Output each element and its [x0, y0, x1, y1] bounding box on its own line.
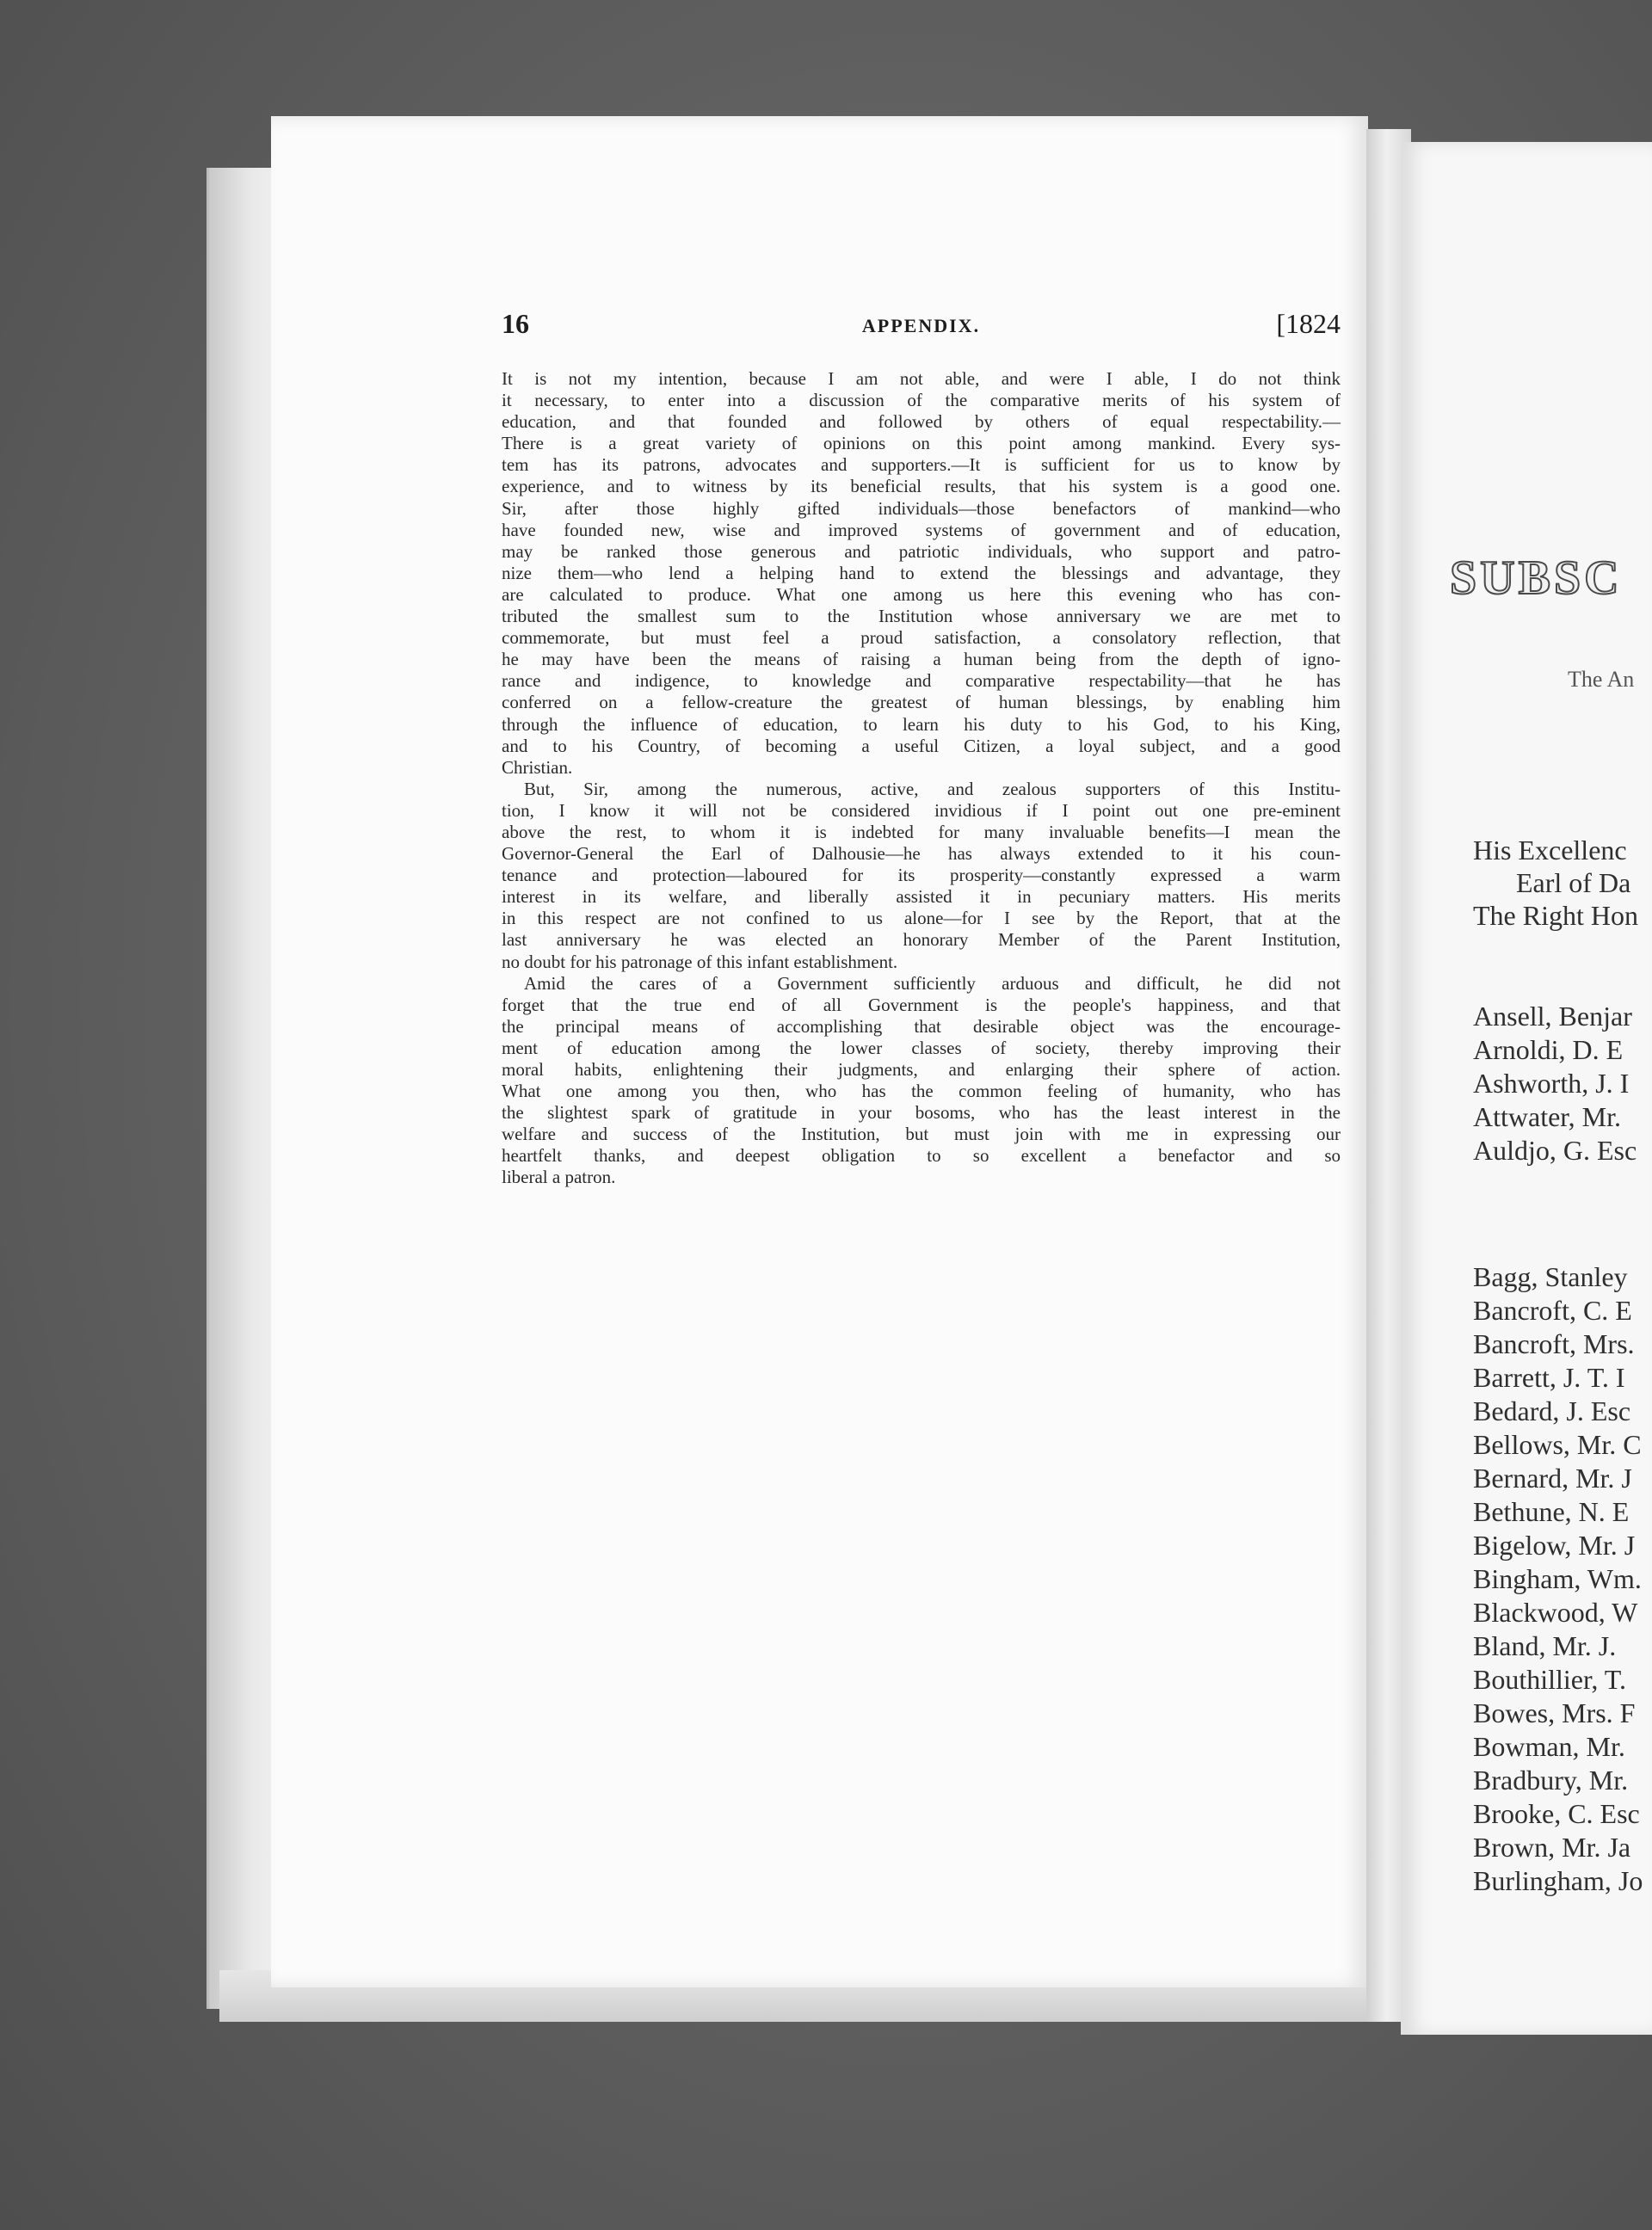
text-line: What one among you then, who has the common feeling of humanity, who has	[502, 1081, 1341, 1102]
subscriber-entry: Bancroft, C. E	[1473, 1295, 1632, 1326]
body-text	[502, 368, 1341, 1189]
text-line: liberal a patron.	[502, 1167, 616, 1188]
text-line: Sir, after those highly gifted individuals—those benefactors of mankind—who	[502, 497, 1341, 519]
subscriber-entry: Bland, Mr. J.	[1473, 1630, 1617, 1661]
subscriber-entry: Arnoldi, D. E	[1473, 1034, 1624, 1065]
text-line: experience, and to witness by its beneficial results, that his system is a good one.	[502, 476, 1341, 497]
running-title: APPENDIX.	[861, 315, 981, 336]
text-line: may be ranked those generous and patriotic individuals, who support and patro-	[502, 540, 1341, 562]
subscriber-entry: Bancroft, Mrs.	[1473, 1328, 1635, 1359]
subscriber-entry: Burlingham, Jo	[1473, 1865, 1643, 1896]
text-line: he may have been the means of raising a human being from the depth of igno-	[502, 649, 1341, 670]
subscriber-entry: Auldjo, G. Esc	[1473, 1135, 1637, 1166]
text-line: There is a great variety of opinions on this point among mankind. Every sys-	[502, 433, 1341, 454]
subscriber-entry: Bouthillier, T.	[1473, 1664, 1626, 1695]
text-line: and to his Country, of becoming a useful Citizen, a loyal subject, and a good	[502, 735, 1341, 756]
patron-entry: The Right Hon	[1473, 900, 1638, 931]
running-head	[502, 308, 1341, 346]
text-line: no doubt for his patronage of this infant establishment.	[502, 951, 898, 972]
subscriber-entry: Bedard, J. Esc	[1473, 1395, 1631, 1426]
subscriber-entry: Bowes, Mrs. F	[1473, 1697, 1636, 1728]
text-line: tem has its patrons, advocates and supporters.—It is sufficient for us to know by	[502, 454, 1341, 476]
year-mark: [1824	[1276, 308, 1341, 339]
text-line: are calculated to produce. What one among us here this evening who has con-	[502, 583, 1341, 605]
subscribers-subheading: The An	[1568, 667, 1635, 692]
text-line: welfare and success of the Institution, but must join with me in expressing our	[502, 1124, 1341, 1145]
subscriber-entry: Bradbury, Mr.	[1473, 1765, 1629, 1796]
patron-entry: His Excellenc	[1473, 835, 1627, 866]
text-line: Christian.	[502, 756, 573, 778]
text-line: moral habits, enlightening their judgments, and enlarging their sphere of action.	[502, 1059, 1341, 1080]
text-line: the principal means of accomplishing that desirable object was the encourage-	[502, 1015, 1341, 1037]
text-line: But, Sir, among the numerous, active, and zealous supporters of this Institu-	[524, 778, 1341, 799]
text-line: nize them—who lend a helping hand to extend the blessings and advantage, they	[502, 562, 1341, 583]
text-line: forget that the true end of all Government is the people's happiness, and that	[502, 994, 1341, 1015]
subscriber-entry: Brown, Mr. Ja	[1473, 1832, 1631, 1863]
subscriber-entry: Bernard, Mr. J	[1473, 1463, 1632, 1494]
text-line: above the rest, to whom it is indebted for many invaluable benefits—I mean the	[502, 821, 1341, 842]
subscriber-entry: Bellows, Mr. C	[1473, 1429, 1642, 1460]
subscriber-entry: Blackwood, W	[1473, 1597, 1638, 1628]
subscriber-entry: Ansell, Benjar	[1473, 1001, 1632, 1032]
text-line: last anniversary he was elected an honorary Member of the Parent Institution,	[502, 929, 1341, 951]
text-line: through the influence of education, to learn his duty to his God, to his King,	[502, 713, 1341, 735]
text-line: rance and indigence, to knowledge and comparative respectability—that he has	[502, 670, 1341, 692]
text-line: commemorate, but must feel a proud satisfaction, a consolatory reflection, that	[502, 627, 1341, 649]
subscriber-entry: Bigelow, Mr. J	[1473, 1530, 1636, 1561]
subscriber-entry: Barrett, J. T. I	[1473, 1362, 1625, 1393]
text-line: Amid the cares of a Government sufficiently arduous and difficult, he did not	[524, 972, 1341, 994]
subscriber-entry: Bagg, Stanley	[1473, 1261, 1628, 1292]
text-line: tion, I know it will not be considered invidious if I point out one pre-eminent	[502, 799, 1341, 821]
subscriber-entry: Brooke, C. Esc	[1473, 1798, 1640, 1829]
subscriber-entry: Bowman, Mr.	[1473, 1731, 1625, 1762]
text-line: Governor-General the Earl of Dalhousie—he has always extended to it his coun-	[502, 843, 1341, 865]
subscribers-heading: SUBSC	[1450, 551, 1623, 605]
patron-entry: Earl of Da	[1516, 867, 1631, 898]
subscriber-entry: Bingham, Wm.	[1473, 1563, 1642, 1594]
text-line: heartfelt thanks, and deepest obligation to so excellent a benefactor and so	[502, 1145, 1341, 1167]
subscriber-entry: Ashworth, J. I	[1473, 1068, 1630, 1099]
text-line: have founded new, wise and improved systems of government and of education,	[502, 519, 1341, 540]
subscriber-entry: Attwater, Mr.	[1473, 1101, 1622, 1132]
text-line: it necessary, to enter into a discussion of the comparative merits of his system of	[502, 390, 1341, 411]
text-line: conferred on a fellow-creature the greatest of human blessings, by enabling him	[502, 692, 1341, 713]
text-line: ment of education among the lower classes of society, thereby improving their	[502, 1037, 1341, 1058]
subscriber-entry: Bethune, N. E	[1473, 1496, 1630, 1527]
page-number: 16	[502, 308, 529, 339]
text-line: in this respect are not confined to us alone—for I see by the Report, that at the	[502, 908, 1341, 929]
text-line: tributed the smallest sum to the Institution whose anniversary we are met to	[502, 606, 1341, 627]
text-line: education, and that founded and followed by others of equal respectability.—	[502, 411, 1341, 433]
text-line: interest in its welfare, and liberally assisted it in pecuniary matters. His merits	[502, 886, 1341, 908]
text-line: It is not my intention, because I am not able, and were I able, I do not think	[502, 368, 1341, 389]
text-line: the slightest spark of gratitude in your bosoms, who has the least interest in the	[502, 1102, 1341, 1124]
text-line: tenance and protection—laboured for its prosperity—constantly expressed a warm	[502, 865, 1341, 886]
